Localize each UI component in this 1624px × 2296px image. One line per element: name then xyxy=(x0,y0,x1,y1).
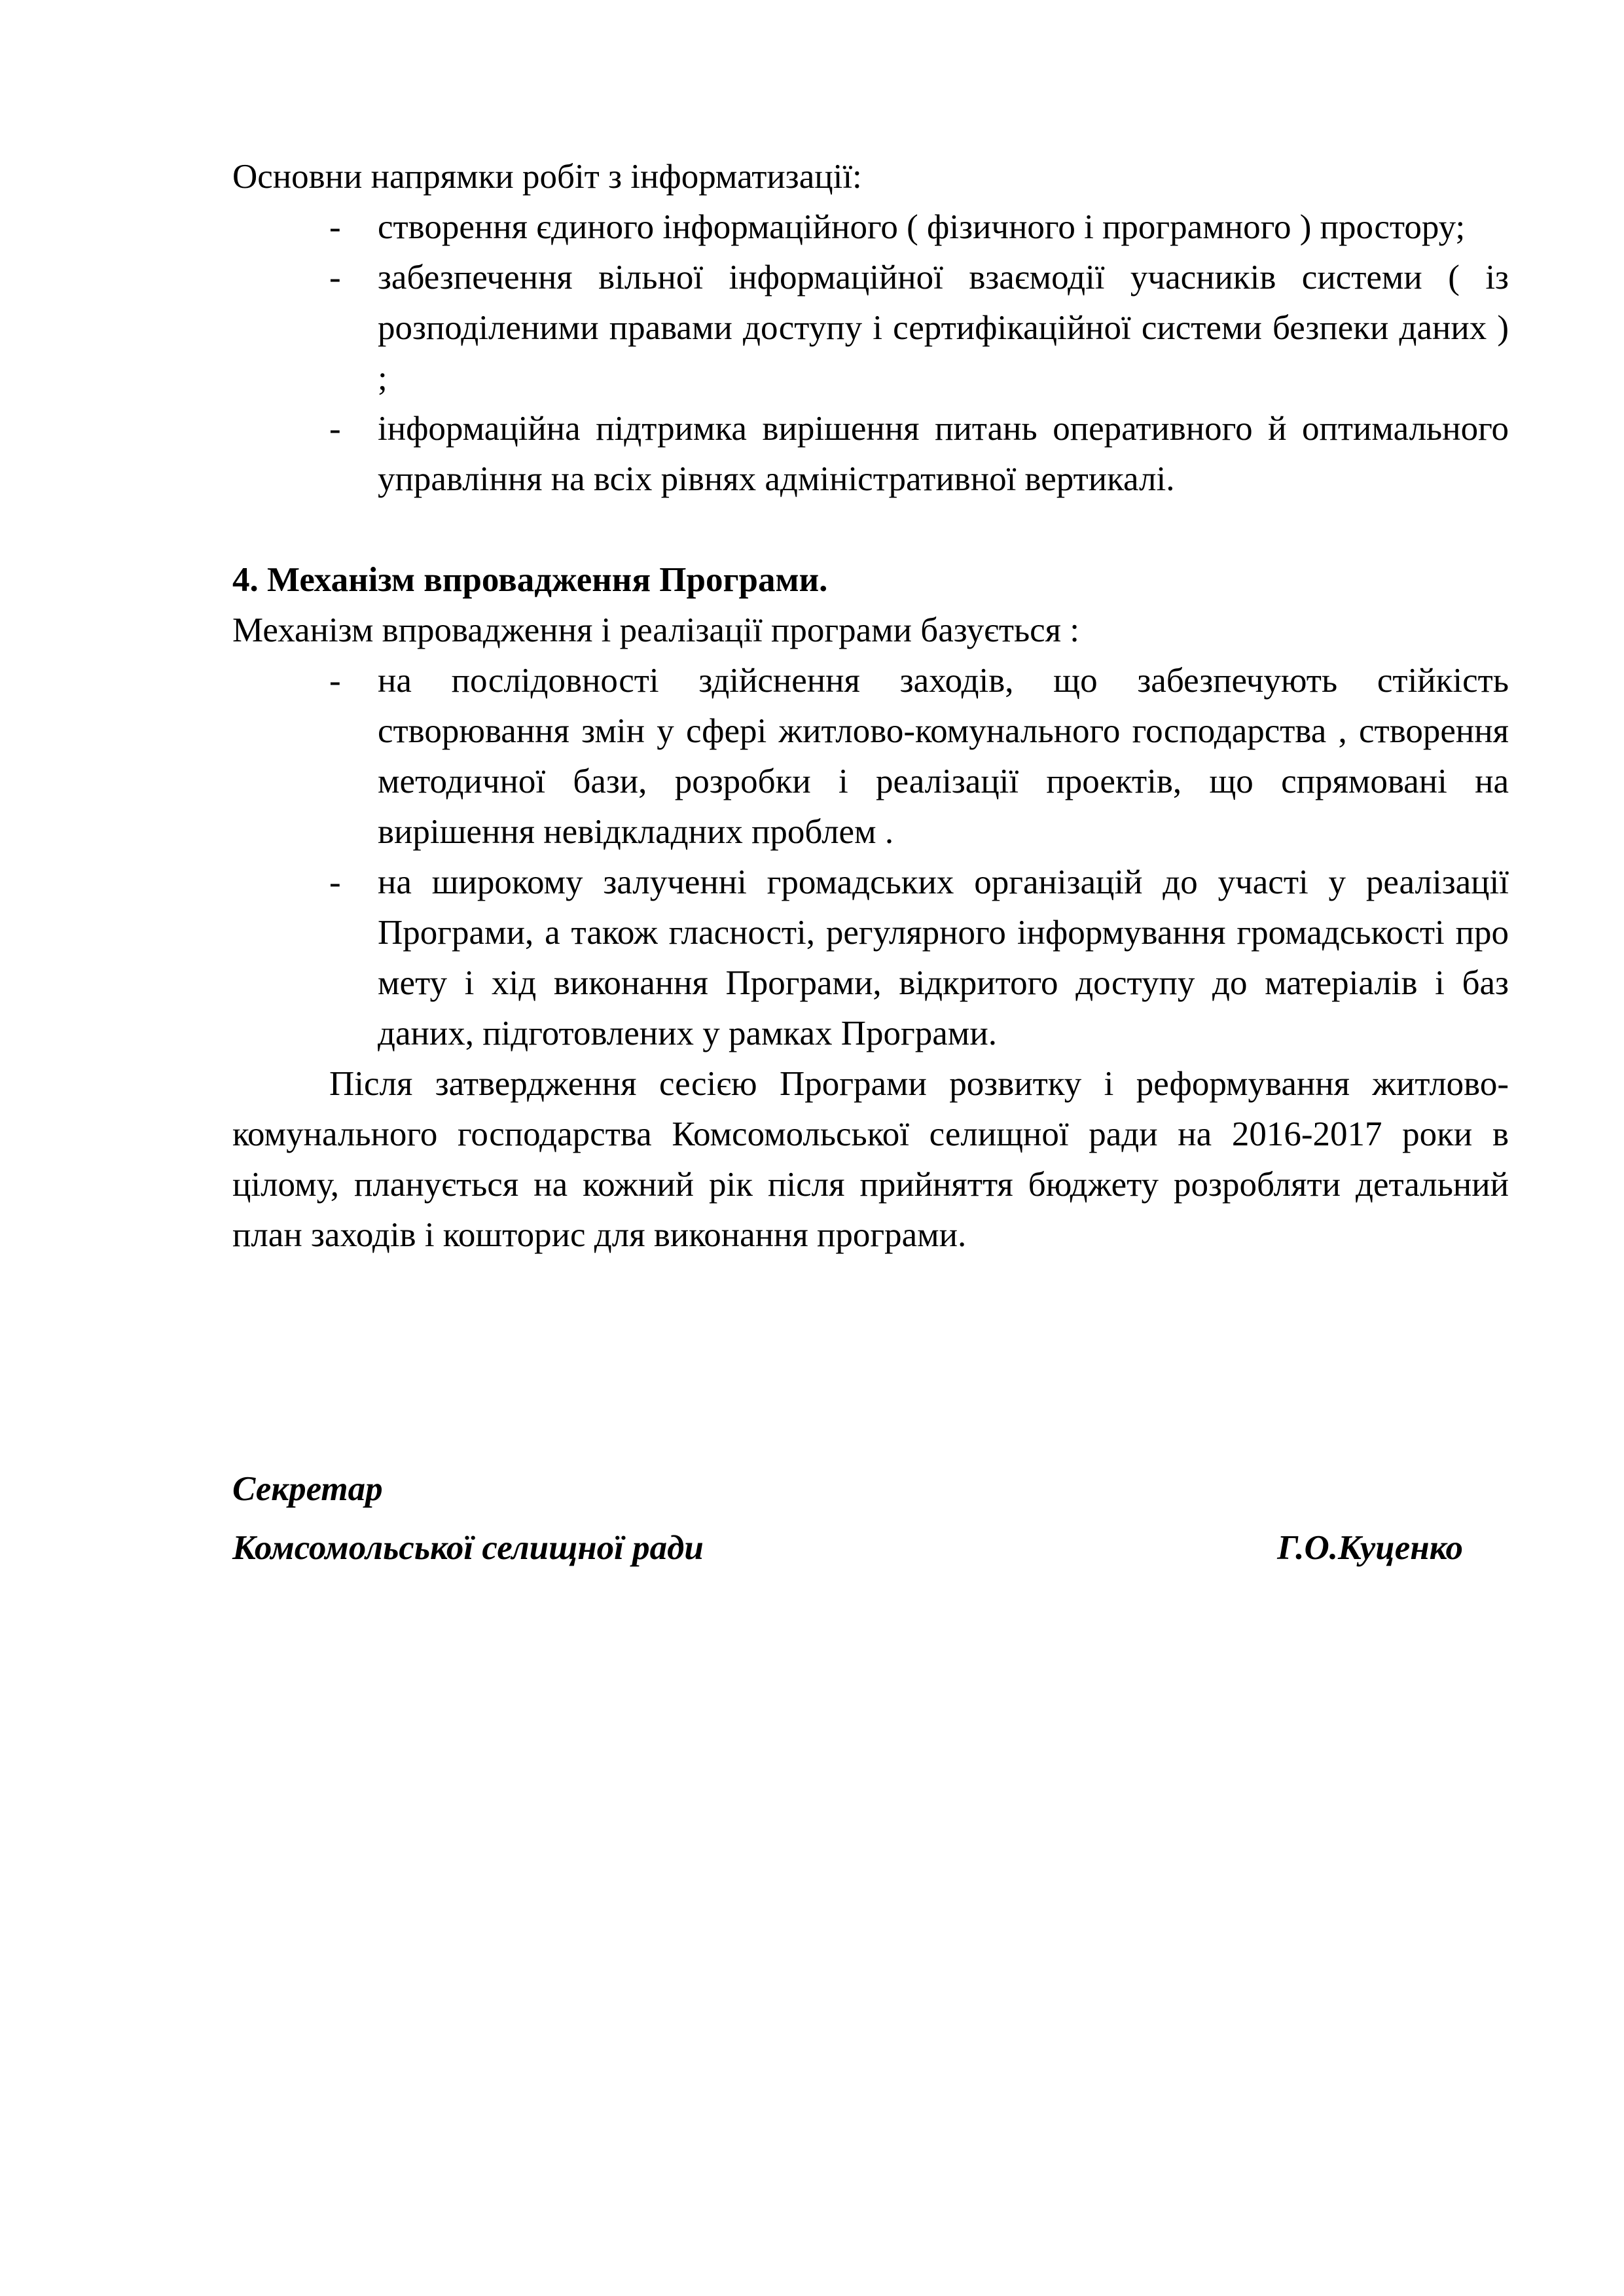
closing-paragraph: Після затвердження сесією Програми розвитку і реформування житлово-комунального господарства Комсомольської селищної ради на 2016-2017 роки в цілому, планується на кожний рік після прийняття бюджету розробляти детальний план заходів і кошторис для виконання програми. xyxy=(232,1065,1509,1254)
section-heading: 4. Механізм впровадження Програми. xyxy=(232,561,828,599)
informatization-intro: Основни напрямки робіт з інформатизації: xyxy=(232,158,862,196)
list-item xyxy=(329,656,1509,857)
document-body xyxy=(232,152,1509,1261)
list-item xyxy=(329,202,1509,253)
mechanism-list xyxy=(232,656,1509,1059)
list-item-text: на широкому залученні громадських організацій до участі у реалізації Програми, а також гласності, регулярного інформування громадськості про мету і хід виконання Програми, відкритого доступу до матеріалів і баз даних, підготовлених у рамках Програми. xyxy=(378,863,1509,1052)
list-item xyxy=(329,404,1509,505)
signature-name: Г.О.Куценко xyxy=(1277,1529,1463,1567)
list-dash: - xyxy=(329,208,341,246)
list-item-text: на послідовності здійснення заходів, що забезпечують стійкість створювання змін у сфері житлово-комунального господарства , створення методичної бази, розробки і реалізації проектів, що спрямовані на вирішення невідкладних проблем . xyxy=(378,662,1509,851)
list-dash: - xyxy=(329,863,341,901)
signature-block xyxy=(232,1460,1463,1577)
list-item-text: інформаційна підтримка вирішення питань оперативного й оптимального управління на всіх рівнях адміністративної вертикалі. xyxy=(378,410,1509,498)
list-item xyxy=(329,857,1509,1059)
list-item xyxy=(329,253,1509,404)
list-dash: - xyxy=(329,259,341,296)
mechanism-intro: Механізм впровадження і реалізації програми базується : xyxy=(232,611,1080,649)
signature-title: Секретар xyxy=(232,1470,383,1508)
signature-row xyxy=(232,1518,1463,1577)
signature-council: Комсомольської селищної ради xyxy=(232,1529,704,1567)
list-item-text: забезпечення вільної інформаційної взаємодії учасників системи ( із розподіленими правами доступу і сертифікаційної системи безпеки даних ) ; xyxy=(378,259,1509,397)
informatization-list xyxy=(232,202,1509,505)
list-dash: - xyxy=(329,662,341,700)
list-dash: - xyxy=(329,410,341,448)
list-item-text: створення єдиного інформаційного ( фізичного і програмного ) простору; xyxy=(378,208,1466,246)
